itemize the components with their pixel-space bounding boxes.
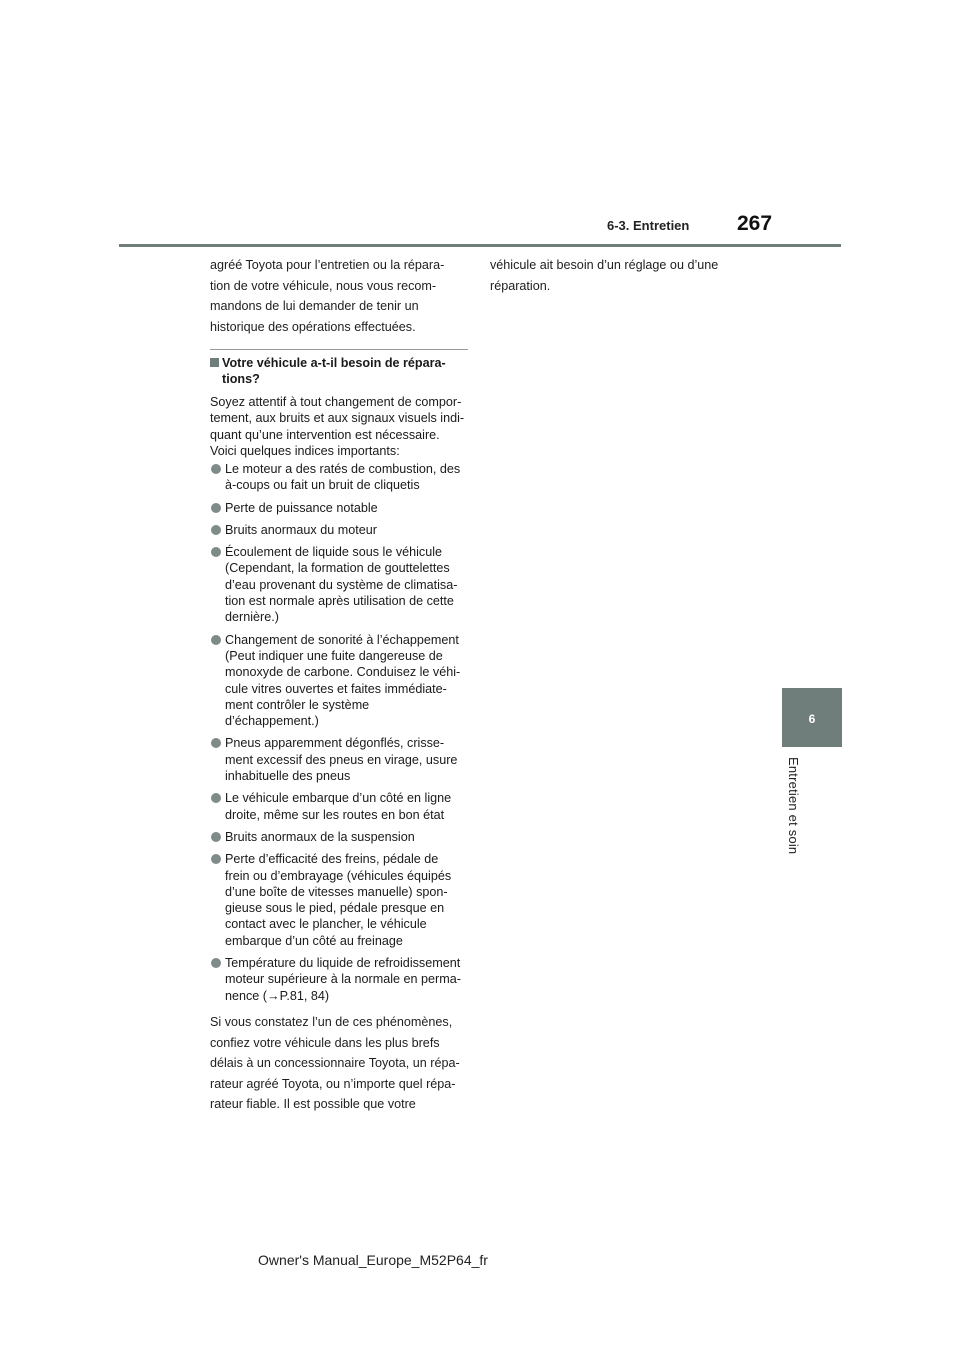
list-item-text: Bruits anormaux du moteur [225, 522, 377, 537]
section-divider [210, 349, 468, 350]
closing-line: délais à un concessionnaire Toyota, un répa- [210, 1056, 460, 1070]
bullet-dot-icon [211, 793, 221, 803]
bullet-dot-icon [211, 635, 221, 645]
list-item-text: Changement de sonorité à l’échappement (Peut indiquer une fuite dangereuse de monoxyde de carbone. Conduisez le véhi- cule vitres ouvertes et faites immédiate- ment contrôler le système d’échappement.) [225, 632, 461, 729]
closing-line: confiez votre véhicule dans les plus brefs [210, 1035, 440, 1050]
bullet-dot-icon [211, 464, 221, 474]
chapter-title: Entretien et soin [786, 757, 801, 855]
right-column-line: véhicule ait besoin d’un réglage ou d’une [490, 258, 719, 272]
section-paragraph: Soyez attentif à tout changement de compor- tement, aux bruits et aux signaux visuels indi- quant qu’une intervention est nécessaire. Voici quelques indices importants: [210, 395, 465, 458]
list-item-text: Perte de puissance notable [225, 500, 378, 515]
bullet-dot-icon [211, 832, 221, 842]
heading-square-icon [210, 358, 219, 367]
closing-text [210, 1012, 475, 1115]
bullet-dot-icon [211, 738, 221, 748]
bullet-dot-icon [211, 503, 221, 513]
list-item [210, 500, 475, 516]
section-title: 6-3. Entretien [607, 218, 690, 233]
list-item-text: Pneus apparemment dégonflés, crisse- ment excessif des pneus en virage, usure inhabituelle des pneus [225, 736, 458, 784]
list-item [210, 522, 475, 538]
list-item [210, 955, 475, 1004]
list-item [210, 790, 475, 823]
bullet-dot-icon [211, 958, 221, 968]
right-column-line: réparation. [490, 278, 551, 293]
section-heading [210, 355, 472, 387]
header-rule [119, 244, 841, 247]
intro-line: mandons de lui demander de tenir un [210, 299, 419, 313]
list-item-text: Perte d’efficacité des freins, pédale de frein ou d’embrayage (véhicules équipés d’une boîte de vitesses manuelle) spon- gieuse sous le pied, pédale presque en contact avec le plancher, le véhicule embarque d’un côté au freinage [225, 852, 452, 948]
symptom-list [210, 461, 475, 1010]
chapter-tab [782, 688, 842, 747]
list-item [210, 851, 475, 949]
list-item [210, 735, 475, 784]
bullet-dot-icon [211, 525, 221, 535]
bullet-dot-icon [211, 854, 221, 864]
intro-line: agréé Toyota pour l’entretien ou la répara- [210, 258, 445, 272]
intro-text [210, 255, 470, 337]
list-item [210, 544, 475, 625]
section-heading-text: Votre véhicule a-t-il besoin de répara- tions? [222, 356, 446, 386]
footer-document-id [0, 1252, 960, 1268]
list-item [210, 632, 475, 730]
list-item-text: Température du liquide de refroidissement moteur supérieure à la normale en perma- nence (→P.81, 84) [225, 956, 461, 1003]
closing-line: rateur agréé Toyota, ou n’importe quel répa- [210, 1076, 456, 1091]
list-item-text: Le moteur a des ratés de combustion, des à-coups ou fait un bruit de cliquetis [225, 462, 461, 493]
chapter-number: 6 [808, 712, 816, 726]
footer-text: Owner's Manual_Europe_M52P64_fr [258, 1252, 488, 1268]
closing-line: rateur fiable. Il est possible que votre [210, 1097, 416, 1111]
page-number: 267 [737, 212, 773, 235]
bullet-dot-icon [211, 547, 221, 557]
closing-line: Si vous constatez l’un de ces phénomènes, [210, 1015, 453, 1029]
list-item [210, 829, 475, 845]
list-item-text: Écoulement de liquide sous le véhicule (Cependant, la formation de gouttelettes d’eau provenant du système de climatisa- tion est normale après utilisation de cette dernière.) [225, 545, 458, 625]
intro-line: tion de votre véhicule, nous vous recom- [210, 278, 437, 293]
list-item [210, 461, 475, 494]
list-item-text: Bruits anormaux de la suspension [225, 829, 415, 844]
intro-line: historique des opérations effectuées. [210, 319, 416, 334]
list-item-text: Le véhicule embarque d’un côté en ligne droite, même sur les routes en bon état [225, 791, 452, 822]
right-column-text [490, 255, 750, 296]
